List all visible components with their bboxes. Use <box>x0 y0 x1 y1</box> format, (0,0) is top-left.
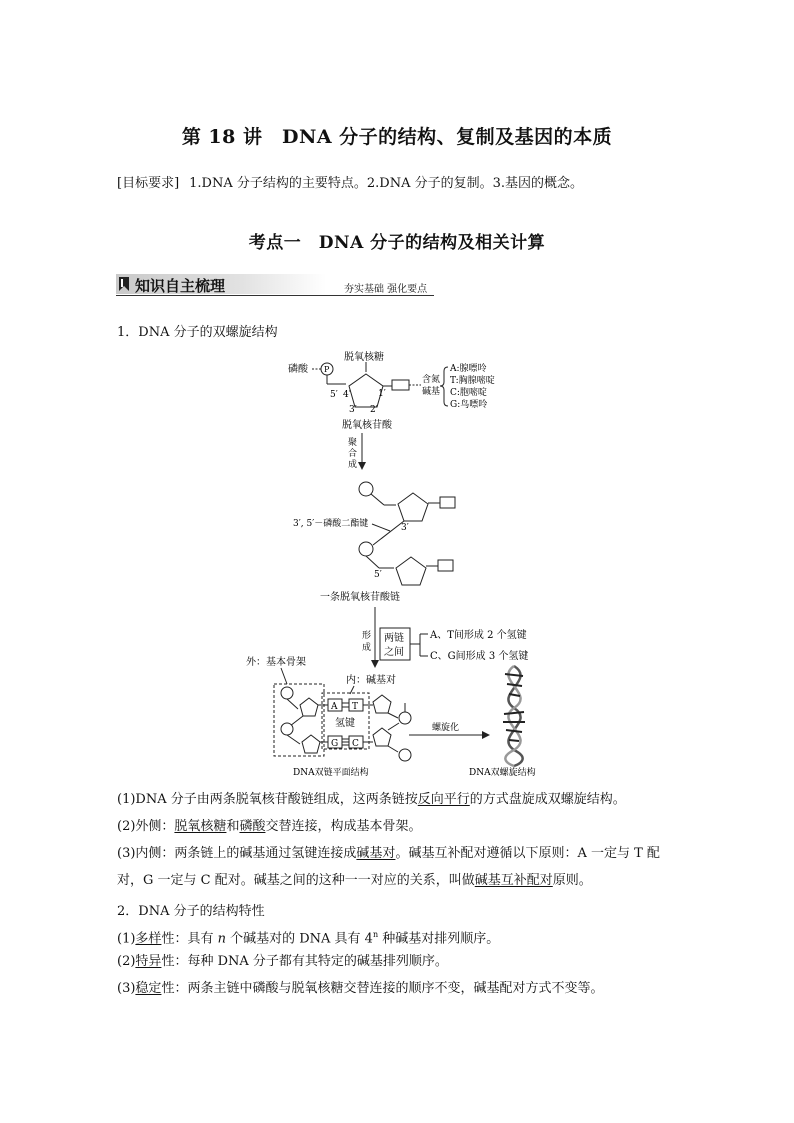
section-divider <box>116 295 434 296</box>
p3-text-c: 原则。 <box>552 873 592 888</box>
base-g: G:鸟嘌呤 <box>450 400 488 410</box>
paragraph-5 <box>117 948 682 975</box>
outer-label: 外：基本骨架 <box>246 657 306 668</box>
form-char-1: 形 <box>362 631 372 641</box>
heading-dna-double-helix: 1．DNA 分子的双螺旋结构 <box>117 325 278 340</box>
chain-carbon-5: 5′ <box>374 570 382 580</box>
inner-label: 内：碱基对 <box>346 675 396 686</box>
carbon-5: 5′ <box>330 390 338 400</box>
goal-tag: [目标要求] <box>117 176 180 191</box>
carbon-2: 2′ <box>370 405 378 415</box>
chain-label: 一条脱氧核苷酸链 <box>320 592 400 603</box>
cg-rule: C、G间形成 3 个氢键 <box>430 651 529 662</box>
nucleotide-label: 脱氧核苷酸 <box>342 420 392 431</box>
p3-underline-1: 碱基对 <box>356 846 396 861</box>
base-group-line2: 碱基 <box>422 387 441 397</box>
goal-text: 1.DNA 分子结构的主要特点。2.DNA 分子的复制。3.基因的概念。 <box>189 176 584 191</box>
pair-letter-g: G <box>331 739 339 749</box>
double-helix-image <box>469 666 536 778</box>
paragraph-3 <box>117 840 682 894</box>
bookmark-icon <box>118 276 130 292</box>
paragraph-6 <box>117 975 682 1002</box>
bond-label: 3′, 5′－磷酸二酯键 <box>293 519 369 529</box>
section-label: 知识自主梳理 <box>135 277 226 295</box>
base-t: T:胸腺嘧啶 <box>450 376 495 386</box>
p4-n: n <box>217 931 226 947</box>
form-char-2: 成 <box>362 643 372 653</box>
p2-text-b: 交替连接，构成基本骨架。 <box>265 819 422 834</box>
pair-letter-a: A <box>331 702 338 712</box>
p2-underline-2: 磷酸 <box>239 819 266 834</box>
p4-text-c: 个碱基对的 DNA 具有 4 <box>225 931 373 947</box>
p4-text-d: 种碱基对排列顺序。 <box>378 931 500 947</box>
pair-letter-t: T <box>352 702 359 712</box>
p2-text-a: (2)外侧： <box>117 819 175 834</box>
p4-superscript: n <box>372 930 379 939</box>
pair-letter-c: C <box>352 739 359 749</box>
base-group-line1: 含氮 <box>422 375 441 385</box>
hbond-label: 氢键 <box>335 718 355 729</box>
paragraph-2 <box>117 813 682 840</box>
polymerization-step <box>348 433 366 470</box>
nucleotide-chain <box>293 482 455 603</box>
p5-text-a: (2) <box>117 954 136 969</box>
topic-heading: 考点一 DNA 分子的结构及相关计算 <box>248 233 546 253</box>
page-title: 第 18 讲 DNA 分子的结构、复制及基因的本质 <box>181 126 613 148</box>
carbon-4: 4′ <box>343 390 351 400</box>
p4-underline: 多样 <box>135 931 162 947</box>
p2-underline-1: 脱氧核糖 <box>174 819 227 834</box>
polymerize-char-2: 合 <box>348 449 358 459</box>
sugar-label: 脱氧核糖 <box>344 352 384 363</box>
helix-step <box>409 721 490 739</box>
p3-text-b: 。碱基互补配对遵循以下原则：A 一定与 T 配对，G 一定与 C 配对。碱基之间的这种一一对应的关系，叫做 <box>117 846 660 888</box>
base-box <box>392 380 409 390</box>
polymerize-char-1: 聚 <box>348 438 358 448</box>
base-c: C:胞嘧啶 <box>450 388 487 398</box>
section-subtitle: 夯实基础 强化要点 <box>344 284 428 295</box>
p3-underline-2: 碱基互补配对 <box>474 873 553 888</box>
p1-text-a: (1)DNA 分子由两条脱氧核苷酸链组成，这两条链按 <box>117 792 418 807</box>
carbon-3: 3′ <box>349 405 357 415</box>
p4-text-b: 性：具有 <box>161 931 218 947</box>
learning-goals <box>117 172 583 191</box>
phosphate-label: 磷酸 <box>288 364 308 375</box>
p2-text-m: 和 <box>226 819 240 834</box>
p5-text-b: 性：每种 DNA 分子都有其特定的碱基排列顺序。 <box>161 954 448 969</box>
helix-arrow-label: 螺旋化 <box>432 723 460 733</box>
polymerize-char-3: 成 <box>348 460 358 470</box>
plane-caption: DNA双链平面结构 <box>293 768 369 778</box>
base-a: A:腺嘌呤 <box>450 364 487 374</box>
chain-carbon-3: 3′ <box>401 523 409 533</box>
phosphate-symbol: P <box>324 365 330 374</box>
at-rule: A、T间形成 2 个氢键 <box>430 630 527 641</box>
dna-structure-diagram <box>0 340 794 785</box>
pairing-step <box>362 607 528 668</box>
p4-text-a: (1) <box>117 931 136 947</box>
p3-text-a: (3)内侧：两条链上的碱基通过氢键连接成 <box>117 846 357 861</box>
nucleotide-figure <box>288 350 495 431</box>
p5-underline: 特异 <box>135 954 162 969</box>
between-line2: 之间 <box>384 647 404 658</box>
p6-underline: 稳定 <box>135 981 162 996</box>
carbon-1: 1′ <box>378 389 386 399</box>
p6-text-a: (3) <box>117 981 136 996</box>
p1-text-b: 的方式盘旋成双螺旋结构。 <box>469 792 626 807</box>
heading-structure-properties: 2．DNA 分子的结构特性 <box>117 904 265 919</box>
paragraph-1 <box>117 786 682 813</box>
p1-underline: 反向平行 <box>417 792 470 807</box>
helix-caption: DNA双螺旋结构 <box>469 768 536 778</box>
between-line1: 两链 <box>384 633 404 644</box>
double-strand-plane <box>246 655 411 778</box>
section-banner <box>116 274 434 296</box>
p6-text-b: 性：两条主链中磷酸与脱氧核糖交替连接的顺序不变，碱基配对方式不变等。 <box>161 981 604 996</box>
